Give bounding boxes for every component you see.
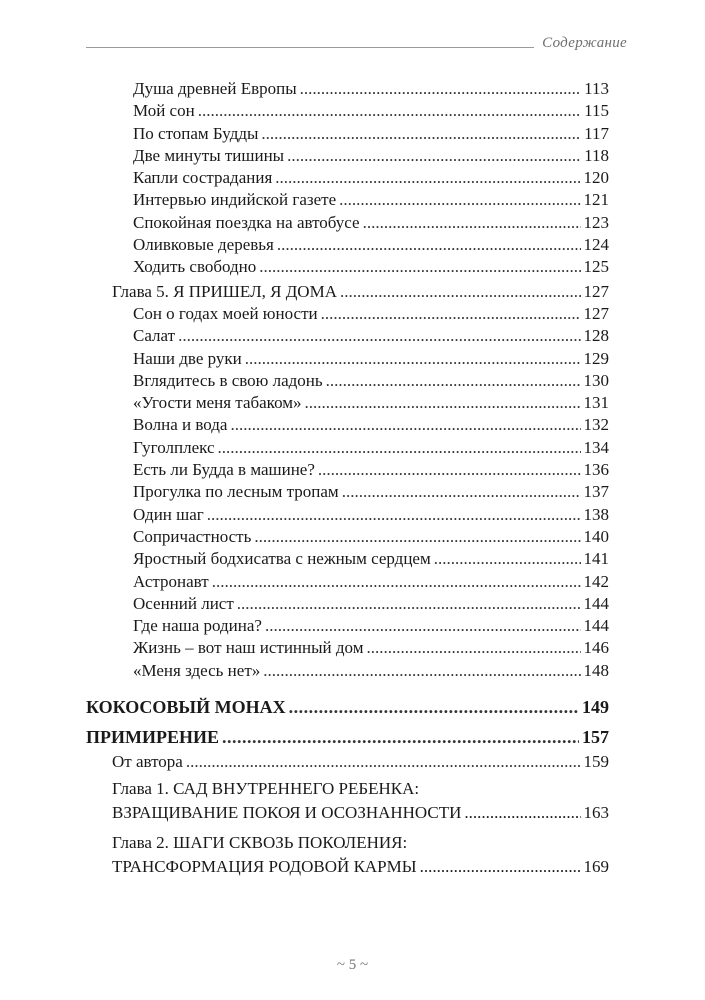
toc-entry-title: Где наша родина? (133, 616, 262, 636)
toc-entry-title: Глава 5. Я ПРИШЕЛ, Я ДОМА (112, 281, 337, 301)
dot-leader (420, 855, 581, 879)
dot-leader (300, 78, 582, 100)
toc-entry-page: 157 (582, 727, 609, 748)
dot-leader (222, 726, 579, 748)
toc-entry-title: Астронавт (133, 571, 209, 591)
toc-entry-page: 137 (583, 482, 609, 502)
toc-entry[interactable] (0, 593, 705, 615)
toc-entry[interactable] (0, 660, 705, 682)
toc-entry-page: 146 (583, 638, 609, 658)
toc-part-reconciliation[interactable] (0, 726, 705, 748)
toc-entry-title: Вглядитесь в свою ладонь (133, 370, 323, 390)
dot-leader (342, 481, 581, 503)
toc-entry[interactable] (0, 637, 705, 659)
toc-entry-title: Капли сострадания (133, 168, 273, 188)
toc-entry-title: ПРИМИРЕНИЕ (86, 727, 219, 748)
toc-section-top (0, 78, 705, 279)
toc-entry-title: Сопричастность (133, 526, 252, 546)
toc-entry[interactable] (0, 234, 705, 256)
toc-entry-page: 142 (583, 571, 609, 591)
dot-leader (186, 751, 581, 773)
dot-leader (305, 392, 581, 414)
toc-entry[interactable] (0, 348, 705, 370)
dot-leader (218, 437, 581, 459)
toc-entry-title: Душа древней Европы (133, 79, 297, 98)
toc-entry[interactable] (0, 414, 705, 436)
toc-entry-page: 127 (583, 281, 609, 301)
toc-entry-page: 127 (583, 303, 609, 323)
toc-entry-page: 131 (583, 393, 609, 413)
toc-entry[interactable] (0, 526, 705, 548)
dot-leader (287, 145, 581, 167)
dot-leader (245, 348, 581, 370)
toc-chapter-2[interactable] (0, 831, 705, 879)
dot-leader (321, 303, 581, 325)
table-of-contents (0, 78, 705, 879)
toc-entry[interactable] (0, 325, 705, 347)
dot-leader (212, 571, 581, 593)
dot-leader (289, 696, 579, 718)
dot-leader (207, 504, 581, 526)
toc-entry-page: 130 (583, 370, 609, 390)
toc-entry-title: Спокойная поездка на автобусе (133, 212, 360, 232)
toc-entry[interactable] (0, 437, 705, 459)
toc-entry-page: 120 (583, 168, 609, 188)
toc-entry-page: 132 (583, 415, 609, 435)
dot-leader (178, 325, 580, 347)
toc-entry-title: Ходить свободно (133, 257, 257, 277)
toc-entry[interactable] (0, 78, 705, 100)
toc-entry-page: 163 (583, 802, 609, 822)
dot-leader (263, 660, 580, 682)
dot-leader (434, 548, 581, 570)
dot-leader (230, 414, 580, 436)
toc-entry-title: Сон о годах моей юности (133, 303, 318, 323)
dot-leader (254, 526, 580, 548)
toc-entry-title-line2: ВЗРАЩИВАНИЕ ПОКОЯ И ОСОЗНАННОСТИ (112, 802, 462, 822)
dot-leader (259, 256, 580, 278)
toc-entry-title: По стопам Будды (133, 123, 259, 143)
toc-entry-page: 123 (583, 212, 609, 232)
toc-entry-title: КОКОСОВЫЙ МОНАХ (86, 697, 286, 718)
toc-entry-title: От автора (112, 751, 183, 771)
toc-entry-title: Один шаг (133, 504, 204, 524)
toc-author-note[interactable] (0, 751, 705, 773)
page-number: ~ 5 ~ (336, 957, 369, 973)
dot-leader (366, 637, 580, 659)
toc-entry-title: Волна и вода (133, 415, 228, 435)
toc-entry[interactable] (0, 145, 705, 167)
toc-entry-title: Оливковые деревья (133, 235, 274, 255)
toc-entry-page: 140 (583, 526, 609, 546)
toc-entry-page: 159 (583, 751, 609, 771)
toc-chapter-1[interactable] (0, 777, 705, 825)
toc-entry-title: Интервью индийской газете (133, 190, 337, 210)
dot-leader (339, 189, 580, 211)
dot-leader (265, 615, 581, 637)
toc-entry[interactable] (0, 256, 705, 278)
toc-entry-title: Прогулка по лесным тропам (133, 482, 339, 502)
dot-leader (340, 281, 581, 303)
toc-entry[interactable] (0, 123, 705, 145)
toc-entry-title: «Угости меня табаком» (133, 393, 302, 413)
toc-entry-page: 117 (584, 123, 609, 143)
toc-entry-title-line1: Глава 2. ШАГИ СКВОЗЬ ПОКОЛЕНИЯ: (112, 832, 408, 852)
toc-entry[interactable] (0, 571, 705, 593)
toc-entry[interactable] (0, 189, 705, 211)
toc-part-coconut-monk[interactable] (0, 696, 705, 718)
toc-entry[interactable] (0, 392, 705, 414)
toc-entry-title: Есть ли Будда в машине? (133, 460, 315, 480)
toc-entry[interactable] (0, 504, 705, 526)
dot-leader (318, 459, 581, 481)
toc-entry-title: Осенний лист (133, 593, 234, 613)
toc-entry-title: «Меня здесь нет» (133, 660, 261, 680)
dot-leader (237, 593, 581, 615)
toc-entry[interactable] (0, 212, 705, 234)
toc-entry-title: Салат (133, 326, 176, 346)
toc-entry-title: Гуголплекс (133, 437, 215, 457)
toc-entry-page: 136 (583, 460, 609, 480)
header-rule (86, 47, 534, 48)
toc-entry-page: 125 (583, 257, 609, 277)
toc-entry-page: 144 (583, 616, 609, 636)
toc-entry-page: 113 (584, 79, 609, 98)
dot-leader (363, 212, 581, 234)
toc-entry[interactable] (0, 481, 705, 503)
toc-entry-page: 134 (583, 437, 609, 457)
toc-entry[interactable] (0, 548, 705, 570)
toc-entry-page: 115 (584, 101, 609, 121)
toc-entry-title: Жизнь – вот наш истинный дом (133, 638, 364, 658)
toc-entry-title: Наши две руки (133, 348, 242, 368)
toc-chapter-5[interactable] (0, 281, 705, 303)
toc-entry[interactable] (0, 167, 705, 189)
toc-entry[interactable] (0, 100, 705, 122)
toc-entry-page: 129 (583, 348, 609, 368)
dot-leader (464, 801, 580, 825)
toc-entry-page: 118 (584, 145, 609, 165)
toc-entry-page: 141 (583, 549, 609, 569)
toc-entry-page: 124 (583, 235, 609, 255)
toc-entry[interactable] (0, 459, 705, 481)
toc-entry-title-line2: ТРАНСФОРМАЦИЯ РОДОВОЙ КАРМЫ (112, 856, 417, 876)
dot-leader (198, 100, 581, 122)
toc-section-chapter-5 (0, 303, 705, 682)
toc-entry-page: 121 (583, 190, 609, 210)
toc-entry-page: 148 (583, 660, 609, 680)
toc-entry-title: Две минуты тишины (133, 145, 285, 165)
dot-leader (277, 234, 581, 256)
dot-leader (275, 167, 580, 189)
dot-leader (326, 370, 581, 392)
toc-entry-page: 138 (583, 504, 609, 524)
toc-entry-page: 144 (583, 593, 609, 613)
toc-entry-title-line1: Глава 1. САД ВНУТРЕННЕГО РЕБЕНКА: (112, 778, 420, 798)
toc-entry-title: Яростный бодхисатва с нежным сердцем (133, 549, 431, 569)
toc-entry-page: 169 (583, 856, 609, 876)
toc-entry[interactable] (0, 615, 705, 637)
dot-leader (261, 123, 581, 145)
toc-entry[interactable] (0, 303, 705, 325)
toc-entry[interactable] (0, 370, 705, 392)
toc-entry-page: 128 (583, 326, 609, 346)
toc-entry-page: 149 (582, 697, 609, 718)
running-header: Содержание (542, 35, 627, 51)
toc-entry-title: Мой сон (133, 101, 195, 121)
